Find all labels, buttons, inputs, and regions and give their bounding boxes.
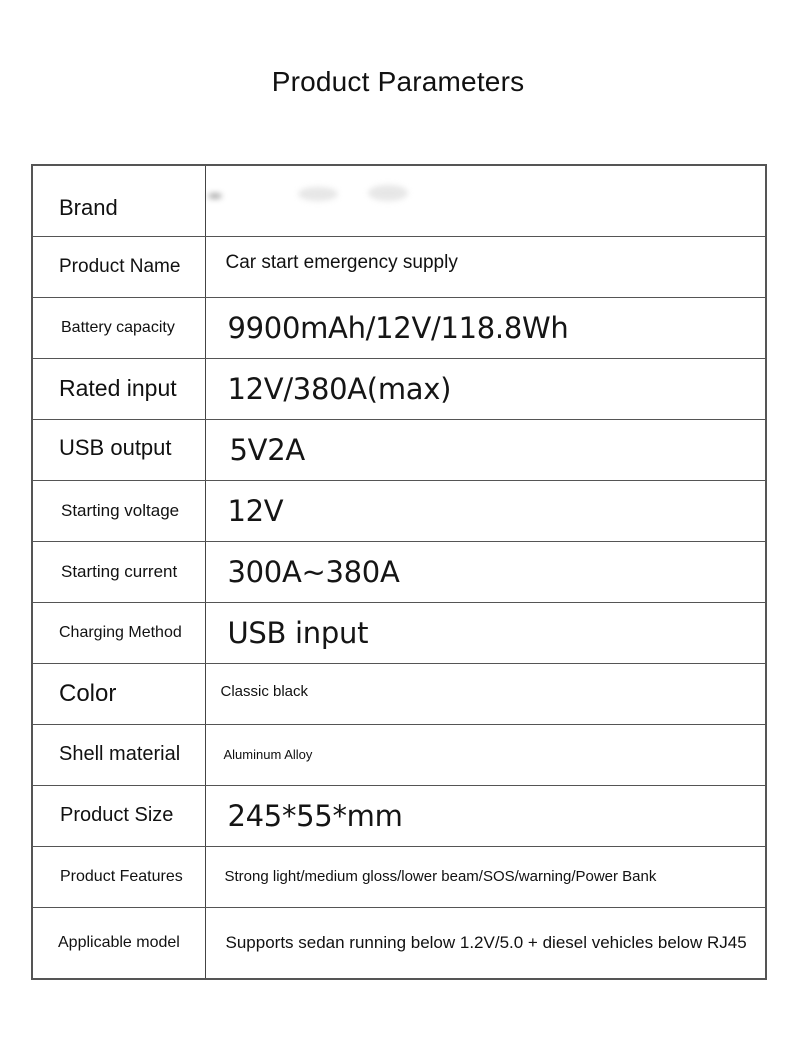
product-size-value: 245*55*mm bbox=[205, 785, 766, 846]
rated-input-value: 12V/380A(max) bbox=[205, 358, 766, 419]
table-row-usb-output bbox=[32, 419, 766, 480]
table-row-applicable-model bbox=[32, 907, 766, 979]
starting-voltage-value: 12V bbox=[205, 480, 766, 541]
table-row-product-features bbox=[32, 846, 766, 907]
table-row-product-size bbox=[32, 785, 766, 846]
applicable-model-label: Applicable model bbox=[32, 907, 205, 979]
table-row-charging-method bbox=[32, 602, 766, 663]
starting-current-value: 300A~380A bbox=[205, 541, 766, 602]
table-row-rated-input bbox=[32, 358, 766, 419]
starting-voltage-label: Starting voltage bbox=[32, 480, 205, 541]
table-row-battery-capacity bbox=[32, 297, 766, 358]
charging-method-label: Charging Method bbox=[32, 602, 205, 663]
product-name-label: Product Name bbox=[32, 236, 205, 297]
brand-label: Brand bbox=[32, 165, 205, 236]
applicable-model-value: Supports sedan running below 1.2V/5.0 + diesel vehicles below RJ45 bbox=[205, 907, 766, 979]
product-size-label: Product Size bbox=[32, 785, 205, 846]
shell-material-label: Shell material bbox=[32, 724, 205, 785]
battery-capacity-value: 9900mAh/12V/118.8Wh bbox=[205, 297, 766, 358]
shell-material-value: Aluminum Alloy bbox=[205, 724, 766, 785]
rated-input-label: Rated input bbox=[32, 358, 205, 419]
table-row-brand bbox=[32, 165, 766, 236]
usb-output-label: USB output bbox=[32, 419, 205, 480]
table-row-color bbox=[32, 663, 766, 724]
color-value: Classic black bbox=[205, 663, 766, 724]
product-features-label: Product Features bbox=[32, 846, 205, 907]
table-row-starting-voltage bbox=[32, 480, 766, 541]
starting-current-label: Starting current bbox=[32, 541, 205, 602]
usb-output-value: 5V2A bbox=[205, 419, 766, 480]
charging-method-value: USB input bbox=[205, 602, 766, 663]
table-row-starting-current bbox=[32, 541, 766, 602]
battery-capacity-label: Battery capacity bbox=[32, 297, 205, 358]
table-row-product-name bbox=[32, 236, 766, 297]
page-title: Product Parameters bbox=[271, 66, 525, 97]
product-parameters-table bbox=[31, 164, 767, 980]
product-features-value: Strong light/medium gloss/lower beam/SOS/warning/Power Bank bbox=[205, 846, 766, 907]
color-label: Color bbox=[32, 663, 205, 724]
product-name-value: Car start emergency supply bbox=[205, 236, 766, 297]
table-row-shell-material bbox=[32, 724, 766, 785]
brand-value bbox=[205, 165, 766, 236]
brand-logo-blurred bbox=[228, 183, 428, 213]
